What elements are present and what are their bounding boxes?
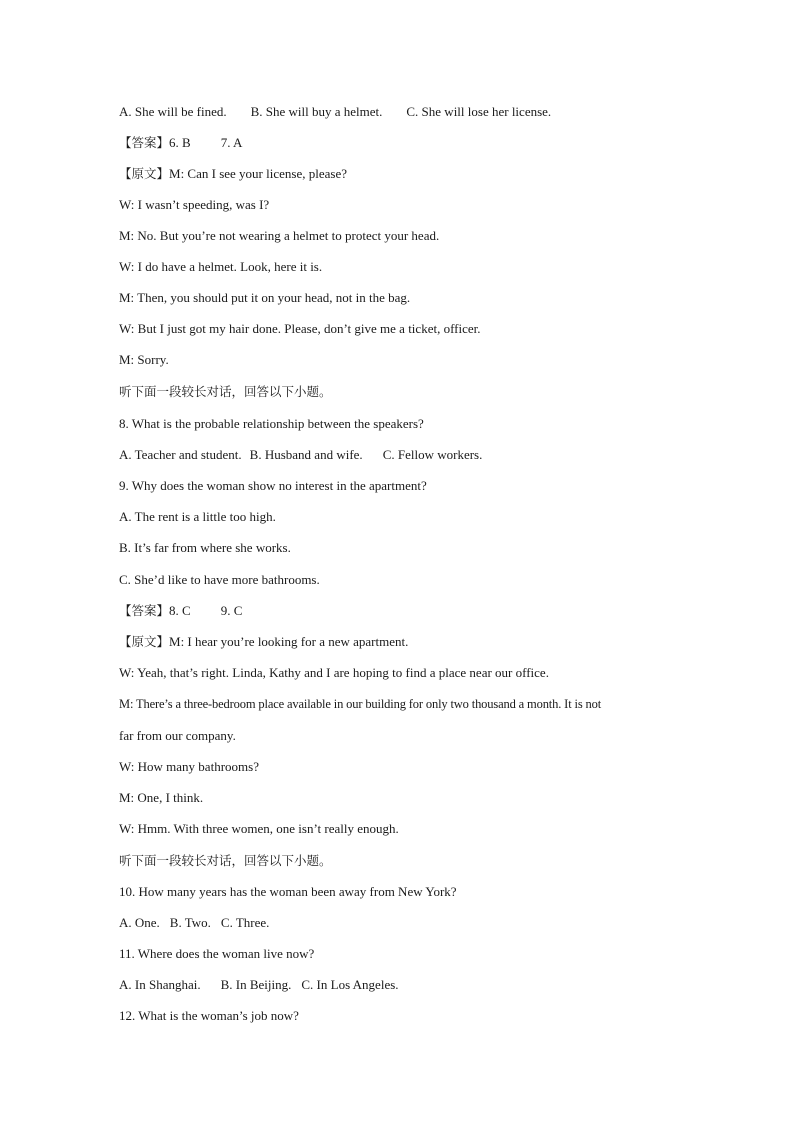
q7-option-a: A. She will be fined. [119, 104, 227, 119]
q8-options [119, 447, 699, 463]
q9-option-c: C. She’d like to have more bathrooms. [119, 572, 320, 587]
transcript-8-9-line: M: One, I think. [119, 790, 204, 805]
transcript-8-9-line: far from our company. [119, 728, 236, 743]
q10-option-a: A. One. [119, 915, 160, 930]
q10-option-c: C. Three. [220, 915, 270, 930]
transcript-6-7-line: M: Sorry. [119, 352, 169, 367]
answer-8-9 [119, 603, 699, 619]
question-9: 9. Why does the woman show no interest in the apartment? [119, 478, 427, 493]
transcript-8-9-line-1 [119, 634, 699, 650]
transcript-6-7-line: W: I wasn’t speeding, was I? [119, 197, 270, 212]
transcript-6-7-line-1 [119, 166, 699, 182]
answer-8: 8. C [169, 603, 191, 618]
answer-9: 9. C [220, 603, 243, 618]
transcript-text: M: I hear you’re looking for a new apartment. [169, 634, 409, 649]
question-11: 11. Where does the woman live now? [119, 946, 315, 961]
transcript-8-9-line: W: Hmm. With three women, one isn’t really enough. [119, 821, 399, 836]
question-10: 10. How many years has the woman been away from New York? [119, 884, 457, 899]
q9-option-b: B. It’s far from where she works. [119, 540, 291, 555]
transcript-label: 【原文】 [119, 634, 170, 649]
q8-option-c: C. Fellow workers. [382, 447, 483, 462]
answer-7: 7. A [220, 135, 243, 150]
question-12: 12. What is the woman’s job now? [119, 1008, 299, 1023]
transcript-6-7-line: M: Then, you should put it on your head, not in the bag. [119, 290, 411, 305]
transcript-8-9-line: W: Yeah, that’s right. Linda, Kathy and I are hoping to find a place near our office. [119, 665, 549, 680]
transcript-6-7-line: W: I do have a helmet. Look, here it is. [119, 259, 323, 274]
transcript-6-7-line: M: No. But you’re not wearing a helmet to protect your head. [119, 228, 440, 243]
q11-options [119, 977, 699, 993]
transcript-8-9-line: M: There’s a three-bedroom place available in our building for only two thousand a month. It is not [119, 697, 602, 711]
q11-option-a: A. In Shanghai. [119, 977, 201, 992]
q8-option-a: A. Teacher and student. [119, 447, 242, 462]
q8-option-b: B. Husband and wife. [249, 447, 363, 462]
q11-option-b: B. In Beijing. [220, 977, 292, 992]
q10-options [119, 915, 699, 931]
q10-option-b: B. Two. [169, 915, 211, 930]
transcript-8-9-line: W: How many bathrooms? [119, 759, 259, 774]
transcript-label: 【原文】 [119, 166, 170, 181]
answer-label: 【答案】 [119, 603, 170, 618]
q7-option-b: B. She will buy a helmet. [250, 104, 383, 119]
section-intro: 听下面一段较长对话，回答以下小题。 [119, 853, 332, 868]
q7-options [119, 104, 699, 120]
answer-6-7 [119, 135, 699, 151]
section-intro: 听下面一段较长对话，回答以下小题。 [119, 384, 332, 399]
q7-option-c: C. She will lose her license. [406, 104, 552, 119]
q9-option-a: A. The rent is a little too high. [119, 509, 276, 524]
transcript-6-7-line: W: But I just got my hair done. Please, don’t give me a ticket, officer. [119, 321, 481, 336]
answer-6: 6. B [169, 135, 191, 150]
transcript-text: M: Can I see your license, please? [169, 166, 347, 181]
question-8: 8. What is the probable relationship between the speakers? [119, 416, 424, 431]
q11-option-c: C. In Los Angeles. [301, 977, 399, 992]
answer-label: 【答案】 [119, 135, 170, 150]
